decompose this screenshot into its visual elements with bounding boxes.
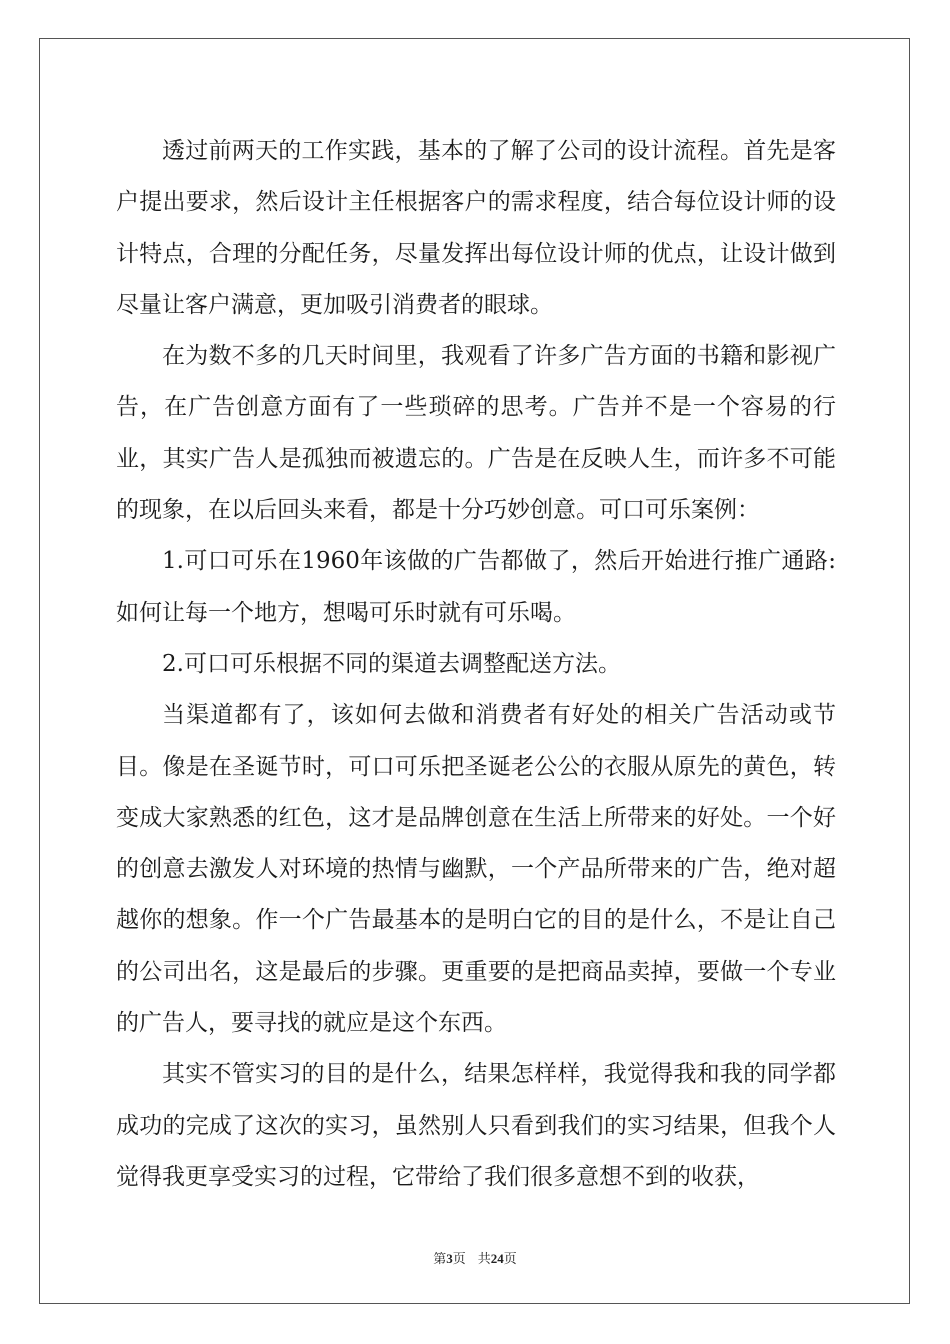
total-prefix: 共 (477, 1252, 491, 1267)
page-suffix: 页 (452, 1252, 466, 1267)
current-page-number: 3 (446, 1251, 453, 1266)
paragraph-6: 其实不管实习的目的是什么，结果怎样样，我觉得我和我的同学都成功的完成了这次的实习，虽然别人只看到我们的实习结果，但我个人觉得我更享受实习的过程，它带给了我们很多意想不到的收获， (116, 1061, 836, 1190)
paragraph-1: 透过前两天的工作实践，基本的了解了公司的设计流程。首先是客户提出要求，然后设计主任根据客户的需求程度，结合每位设计师的设计特点，合理的分配任务，尽量发挥出每位设计师的优点，让设计做到尽量让客户满意，更加吸引消费者的眼球。 (116, 138, 836, 318)
paragraph-3: 1.可口可乐在1960年该做的广告都做了，然后开始进行推广通路:如何让每一个地方，想喝可乐时就有可乐喝。 (116, 548, 836, 626)
total-suffix: 页 (503, 1252, 517, 1267)
paragraph-5: 当渠道都有了，该如何去做和消费者有好处的相关广告活动或节目。像是在圣诞节时，可口可乐把圣诞老公公的衣服从原先的黄色，转变成大家熟悉的红色，这才是品牌创意在生活上所带来的好处。一个好的创意去激发人对环境的热情与幽默，一个产品所带来的广告，绝对超越你的想象。作一个广告最基本的是明白它的目的是什么，不是让自己的公司出名，这是最后的步骤。更重要的是把商品卖掉，要做一个专业的广告人，要寻找的就应是这个东西。 (116, 702, 836, 1037)
paragraph-2: 在为数不多的几天时间里，我观看了许多广告方面的书籍和影视广告，在广告创意方面有了一些琐碎的思考。广告并不是一个容易的行业，其实广告人是孤独而被遗忘的。广告是在反映人生，而许多不可能的现象，在以后回头来看，都是十分巧妙创意。可口可乐案例： (116, 343, 836, 524)
total-pages-number: 24 (490, 1251, 504, 1266)
paragraph-4: 2.可口可乐根据不同的渠道去调整配送方法。 (162, 650, 621, 677)
page-prefix: 第 (433, 1252, 447, 1267)
page-footer (0, 1248, 950, 1267)
document-body (116, 126, 836, 1203)
